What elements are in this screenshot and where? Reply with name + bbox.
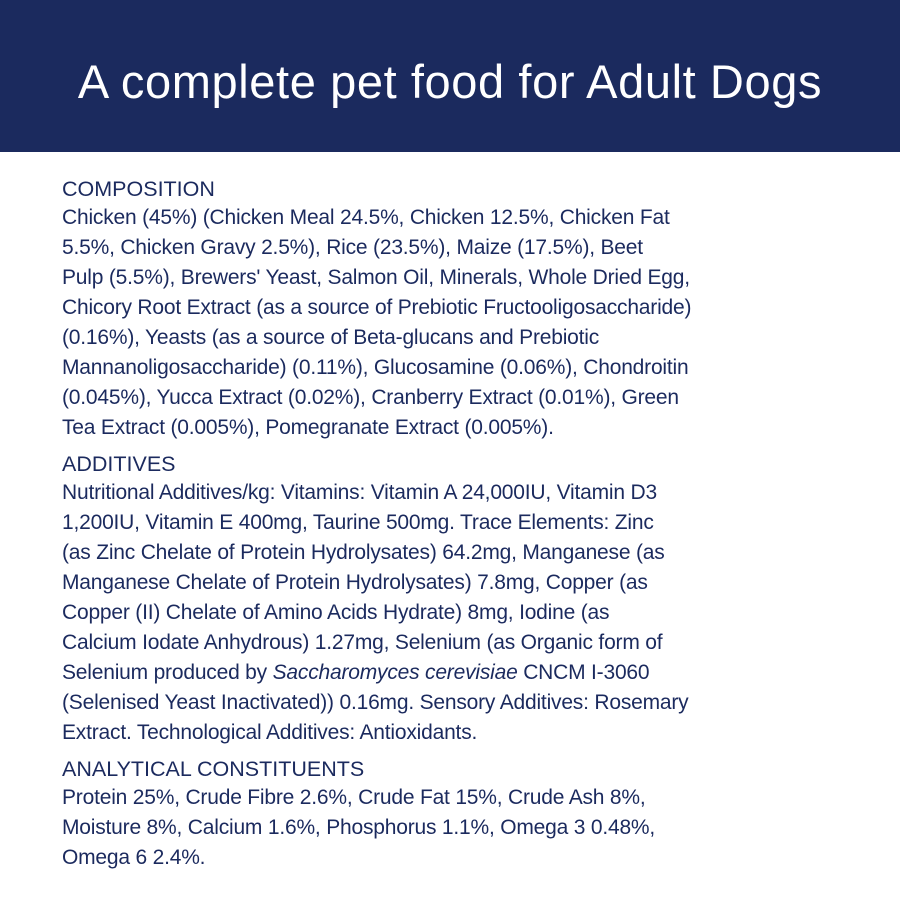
analytical-line: Omega 6 2.4%. xyxy=(62,846,206,869)
additives-line: Manganese Chelate of Protein Hydrolysates) 7.8mg, Copper (as xyxy=(62,571,648,594)
additives-line: (as Zinc Chelate of Protein Hydrolysates) 64.2mg, Manganese (as xyxy=(62,541,665,564)
label-content xyxy=(62,176,822,881)
composition-line: 5.5%, Chicken Gravy 2.5%), Rice (23.5%), Maize (17.5%), Beet xyxy=(62,236,643,259)
analytical-line: Protein 25%, Crude Fibre 2.6%, Crude Fat 15%, Crude Ash 8%, xyxy=(62,786,646,809)
header-banner xyxy=(0,0,900,152)
composition-section xyxy=(62,176,822,443)
composition-line: Chicory Root Extract (as a source of Prebiotic Fructooligosaccharide) xyxy=(62,296,692,319)
composition-heading: COMPOSITION xyxy=(62,177,215,201)
selenium-suffix: CNCM I-3060 xyxy=(517,661,650,684)
additives-line: (Selenised Yeast Inactivated)) 0.16mg. Sensory Additives: Rosemary xyxy=(62,691,689,714)
additives-line: Nutritional Additives/kg: Vitamins: Vitamin A 24,000IU, Vitamin D3 xyxy=(62,481,657,504)
additives-line: 1,200IU, Vitamin E 400mg, Taurine 500mg. Trace Elements: Zinc xyxy=(62,511,654,534)
additives-line-selenium xyxy=(62,658,822,688)
composition-line: Mannanoligosaccharide) (0.11%), Glucosamine (0.06%), Chondroitin xyxy=(62,356,689,379)
additives-line: Copper (II) Chelate of Amino Acids Hydrate) 8mg, Iodine (as xyxy=(62,601,610,624)
composition-line: Tea Extract (0.005%), Pomegranate Extract (0.005%). xyxy=(62,416,554,439)
analytical-line: Moisture 8%, Calcium 1.6%, Phosphorus 1.1%, Omega 3 0.48%, xyxy=(62,816,656,839)
additives-line: Extract. Technological Additives: Antioxidants. xyxy=(62,721,478,744)
additives-section xyxy=(62,451,822,748)
page-title: A complete pet food for Adult Dogs xyxy=(77,55,823,108)
composition-line: Chicken (45%) (Chicken Meal 24.5%, Chicken 12.5%, Chicken Fat xyxy=(62,206,670,229)
composition-line: Pulp (5.5%), Brewers' Yeast, Salmon Oil, Minerals, Whole Dried Egg, xyxy=(62,266,690,289)
yeast-species-name: Saccharomyces cerevisiae xyxy=(272,661,518,684)
composition-line: (0.16%), Yeasts (as a source of Beta-glucans and Prebiotic xyxy=(62,326,600,349)
analytical-section xyxy=(62,756,822,873)
composition-line: (0.045%), Yucca Extract (0.02%), Cranberry Extract (0.01%), Green xyxy=(62,386,679,409)
selenium-prefix: Selenium produced by xyxy=(62,661,273,684)
additives-line: Calcium Iodate Anhydrous) 1.27mg, Selenium (as Organic form of xyxy=(62,631,663,654)
additives-heading: ADDITIVES xyxy=(62,452,176,476)
analytical-heading: ANALYTICAL CONSTITUENTS xyxy=(62,757,365,781)
